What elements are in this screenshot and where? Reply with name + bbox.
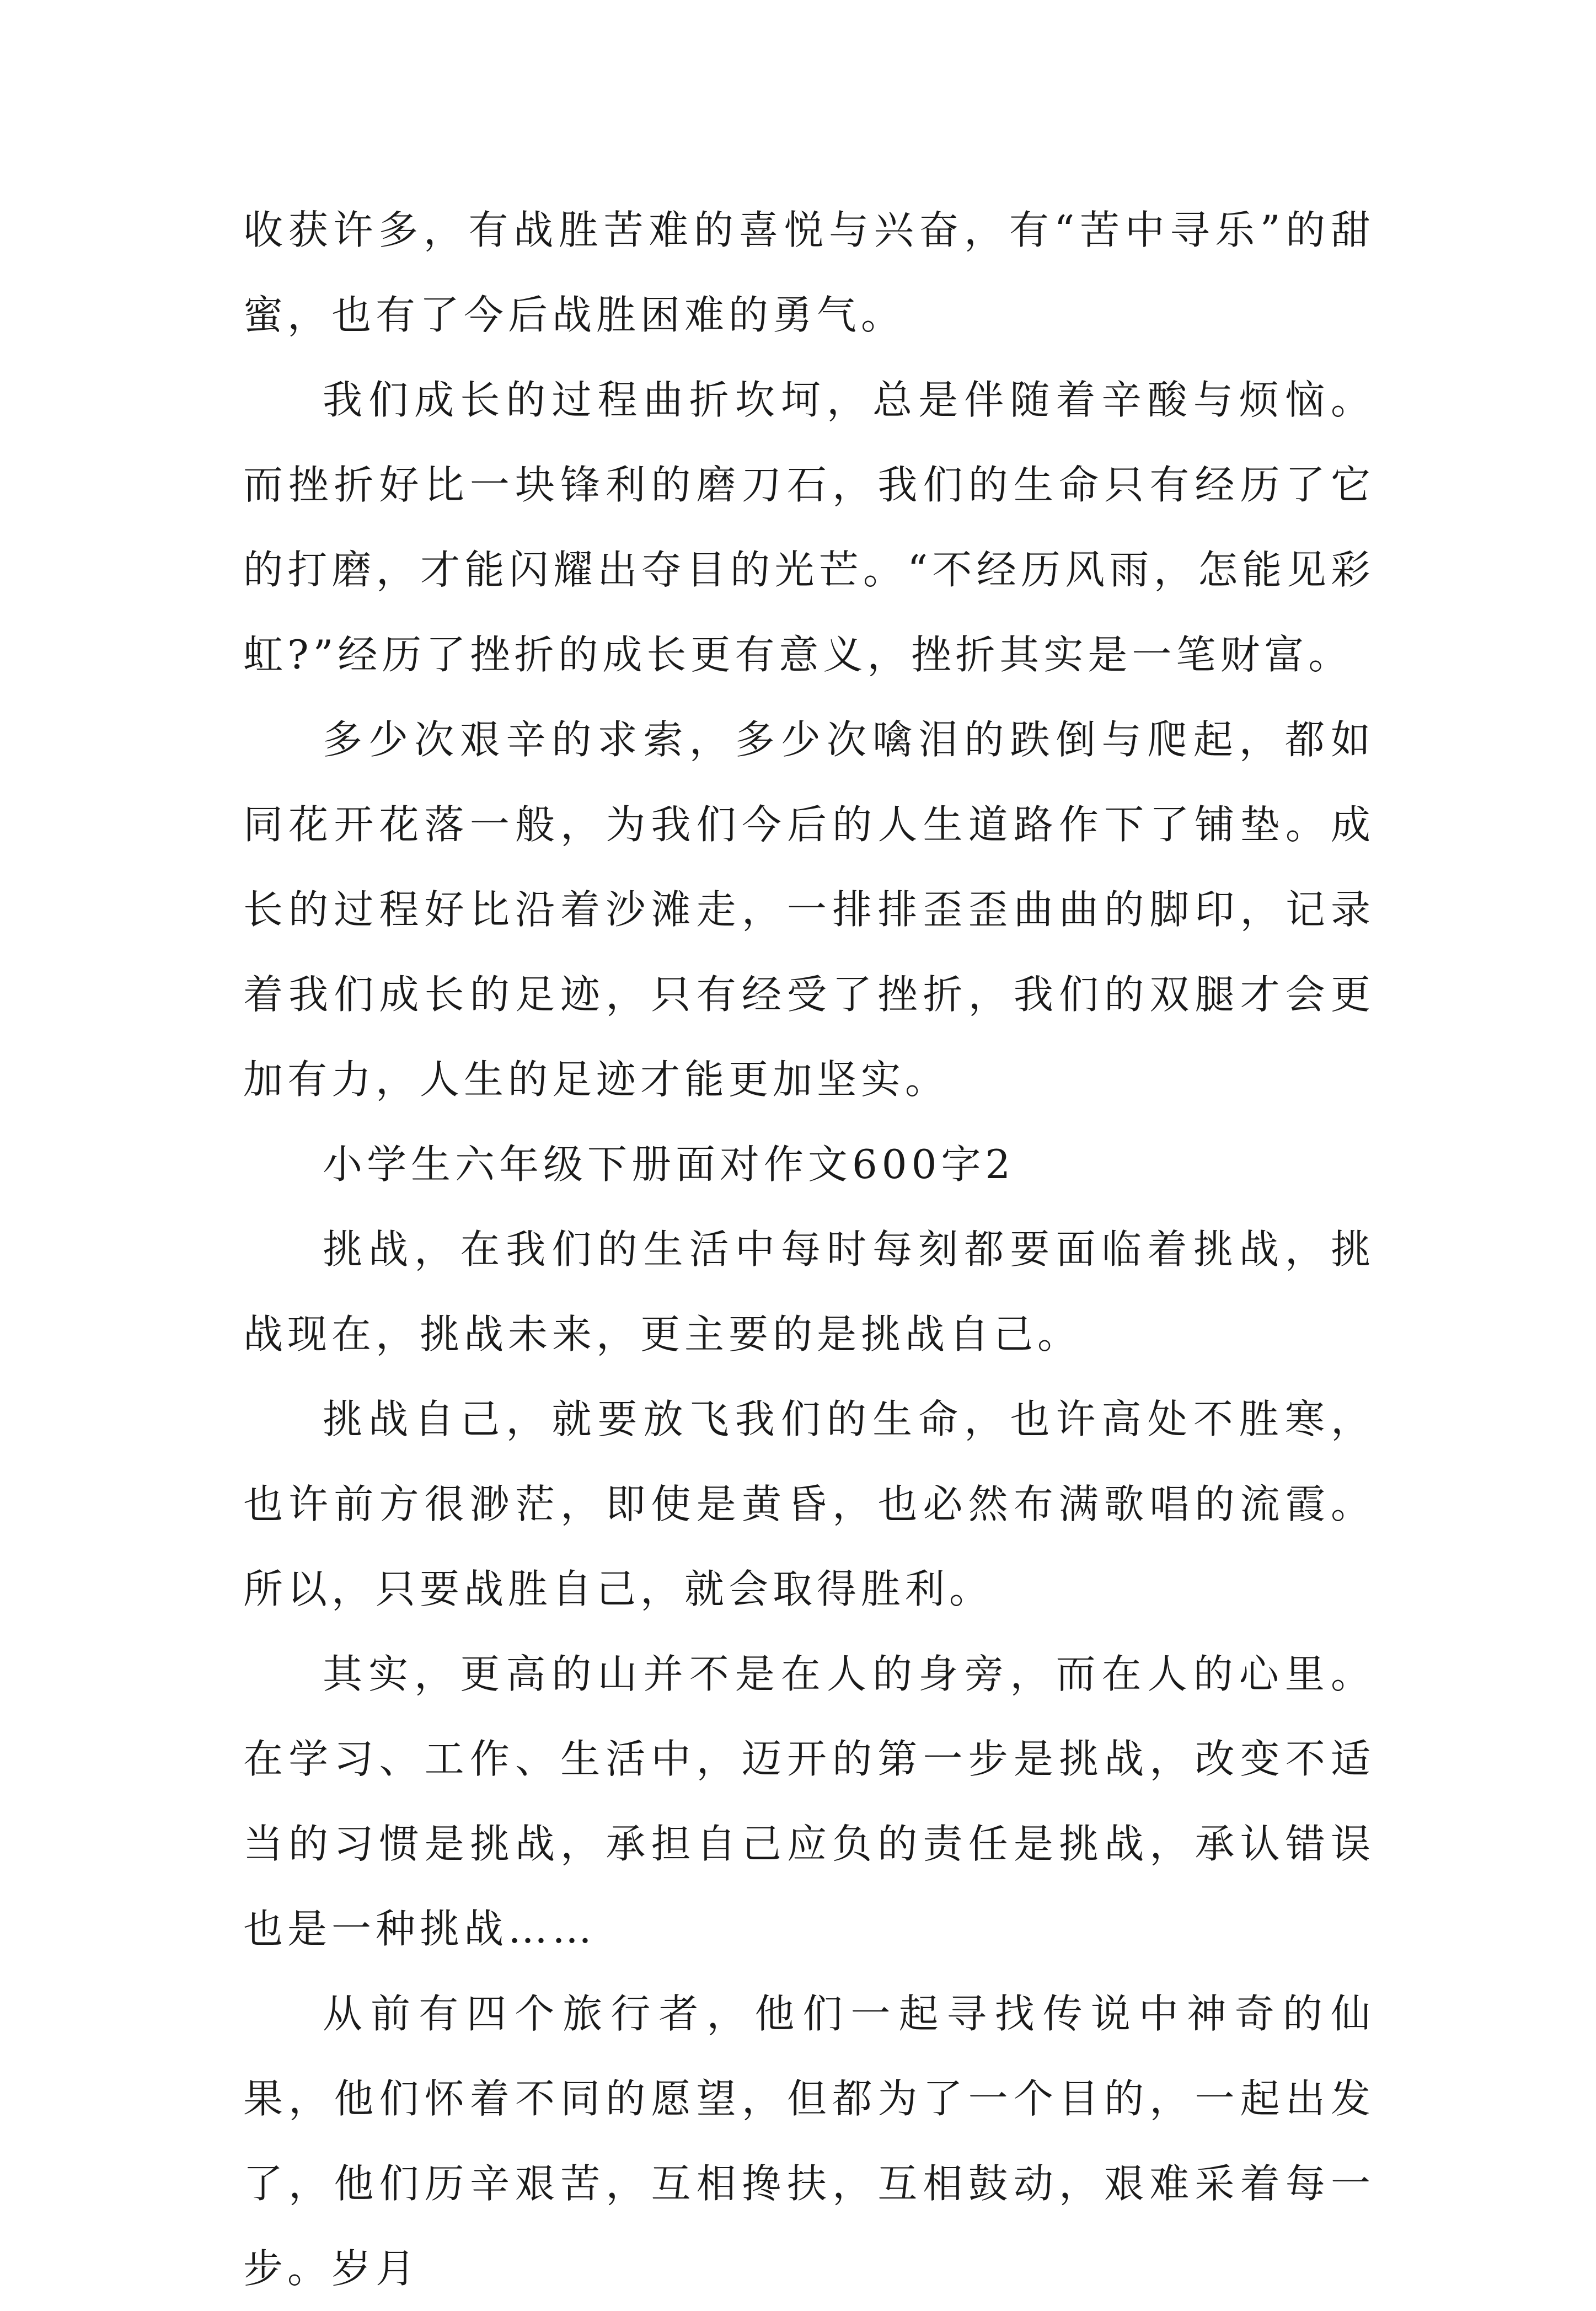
paragraph: 其实，更高的山并不是在人的身旁，而在人的心里。在学习、工作、生活中，迈开的第一步是挑战，改变不适当的习惯是挑战，承担自己应负的责任是挑战，承认错误也是一种挑战……: [243, 1651, 1375, 1952]
paragraph: 挑战，在我们的生活中每时每刻都要面临着挑战，挑战现在，挑战未来，更主要的是挑战自己。: [243, 1226, 1375, 1357]
paragraph: 多少次艰辛的求索，多少次噙泪的跌倒与爬起，都如同花开花落一般，为我们今后的人生道路作下了铺垫。成长的过程好比沿着沙滩走，一排排歪歪曲曲的脚印，记录着我们成长的足迹，只有经受了挫折，我们的双腿才会更加有力，人生的足迹才能更加坚实。: [243, 716, 1375, 1103]
paragraph: 从前有四个旅行者，他们一起寻找传说中神奇的仙果，他们怀着不同的愿望，但都为了一个目的，一起出发了，他们历辛艰苦，互相搀扶，互相鼓动，艰难采着每一步。岁月: [243, 1991, 1375, 2292]
body-text: [243, 188, 1375, 2311]
paragraph: 收获许多，有战胜苦难的喜悦与兴奋，有“苦中寻乐”的甜蜜，也有了今后战胜困难的勇气。: [243, 207, 1375, 338]
section-heading: 小学生六年级下册面对作文600字2: [323, 1141, 1015, 1187]
paragraph: 我们成长的过程曲折坎坷，总是伴随着辛酸与烦恼。而挫折好比一块锋利的磨刀石，我们的生命只有经历了它的打磨，才能闪耀出夺目的光芒。“不经历风雨，怎能见彩虹?”经历了挫折的成长更有意义，挫折其实是一笔财富。: [243, 377, 1375, 678]
paragraph: 挑战自己，就要放飞我们的生命，也许高处不胜寒，也许前方很渺茫，即使是黄昏，也必然布满歌唱的流霞。所以，只要战胜自己，就会取得胜利。: [243, 1396, 1375, 1612]
